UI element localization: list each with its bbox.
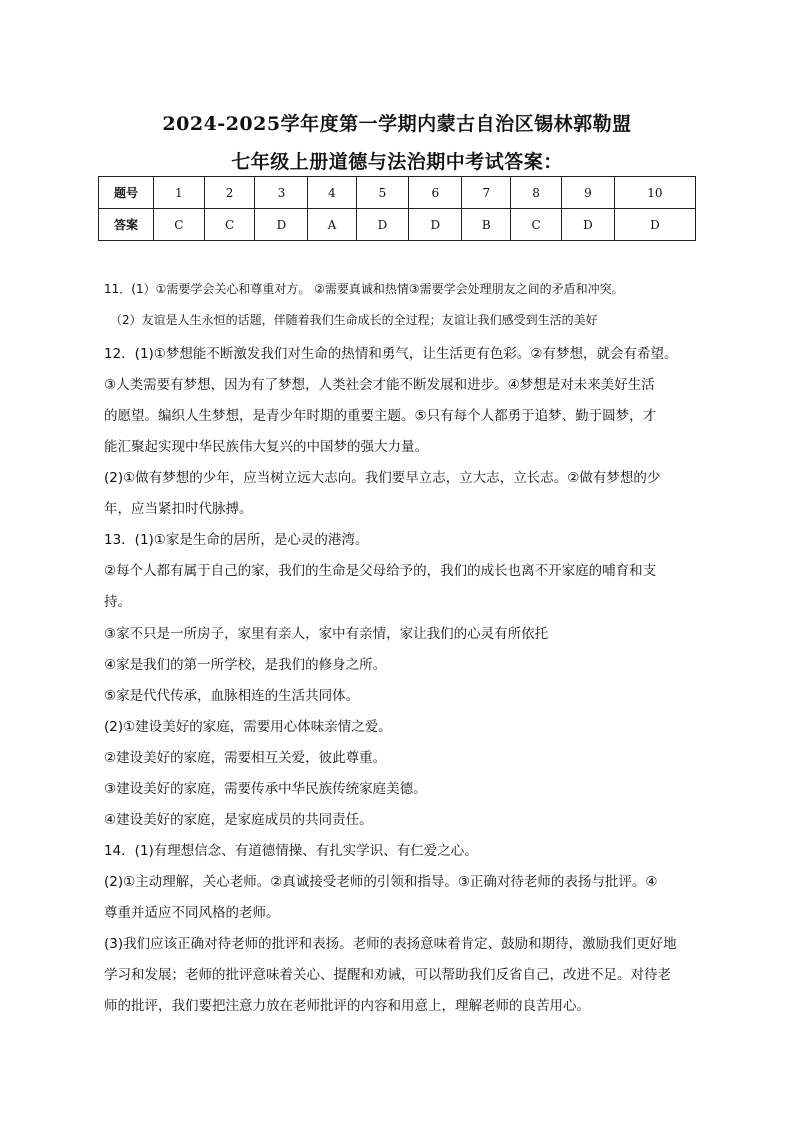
- table-row-answers: [99, 209, 696, 241]
- answer-line: （2）友谊是人生永恒的话题，伴随着我们生命成长的全过程；友谊让我们感受到生活的美好: [110, 313, 598, 327]
- table-cell: 8: [511, 177, 562, 209]
- answer-line: 能汇聚起实现中华民族伟大复兴的中国梦的强大力量。: [104, 439, 428, 455]
- answer-line: ⑤家是代代传承，血脉相连的生活共同体。: [104, 688, 360, 704]
- answer-line: 尊重并适应不同风格的老师。: [104, 905, 280, 921]
- table-cell: D: [356, 209, 409, 241]
- table-header-answer: 答案: [99, 209, 154, 241]
- answer-line: 12．(1)①梦想能不断激发我们对生命的热情和勇气，让生活更有色彩。②有梦想，就会有希望。: [104, 346, 678, 362]
- answer-line: (2)①做有梦想的少年，应当树立远大志向。我们要早立志，立大志，立长志。②做有梦想的少: [104, 470, 661, 486]
- document-title-line1: 2024-2025学年度第一学期内蒙古自治区锡林郭勒盟: [162, 113, 632, 135]
- table-header-question-number: 题号: [99, 177, 154, 209]
- answer-line: 的愿望。编织人生梦想，是青少年时期的重要主题。⑤只有每个人都勇于追梦、勤于圆梦，才: [104, 408, 657, 424]
- table-cell: 5: [356, 177, 409, 209]
- answer-line: ②建设美好的家庭，需要相互关爱，彼此尊重。: [104, 750, 387, 766]
- answer-line: 11．(1）①需要学会关心和尊重对方。 ②需要真诚和热情③需要学会处理朋友之间的矛盾和冲突。: [104, 282, 624, 296]
- table-row-question-numbers: [99, 177, 696, 209]
- answer-line: ③人类需要有梦想，因为有了梦想，人类社会才能不断发展和进步。④梦想是对未来美好生活: [104, 377, 655, 393]
- table-cell: 4: [308, 177, 356, 209]
- table-cell: C: [204, 209, 255, 241]
- table-cell: 3: [255, 177, 308, 209]
- table-cell: 1: [154, 177, 205, 209]
- answer-line: (2)①主动理解，关心老师。②真诚接受老师的引领和指导。③正确对待老师的表扬与批评。④: [104, 874, 658, 890]
- answer-line: 14．(1)有理想信念、有道德情操、有扎实学识、有仁爱之心。: [104, 843, 478, 859]
- answer-table: [98, 176, 696, 241]
- answer-line: ④建设美好的家庭，是家庭成员的共同责任。: [104, 812, 373, 828]
- answer-line: (3)我们应该正确对待老师的批评和表扬。老师的表扬意味着肯定、鼓励和期待，激励我们更好地: [104, 936, 677, 952]
- answer-line: 13．(1)①家是生命的居所，是心灵的港湾。: [104, 532, 369, 548]
- table-cell: D: [561, 209, 614, 241]
- table-cell: C: [154, 209, 205, 241]
- table-cell: D: [614, 209, 695, 241]
- answer-line: ②每个人都有属于自己的家，我们的生命是父母给予的，我们的成长也离不开家庭的哺育和支: [104, 563, 657, 579]
- answer-line: ③建设美好的家庭，需要传承中华民族传统家庭美德。: [104, 781, 427, 797]
- table-cell: A: [308, 209, 356, 241]
- answer-line: 师的批评，我们要把注意力放在老师批评的内容和用意上，理解老师的良苦用心。: [104, 998, 590, 1014]
- table-cell: 10: [614, 177, 695, 209]
- answer-line: 学习和发展；老师的批评意味着关心、提醒和劝诫，可以帮助我们反省自己，改进不足。对待老: [104, 967, 671, 983]
- table-cell: 6: [409, 177, 462, 209]
- table-cell: 9: [561, 177, 614, 209]
- answer-line: ③家不只是一所房子，家里有亲人，家中有亲情，家让我们的心灵有所依托: [104, 626, 549, 642]
- answer-line: (2)①建设美好的家庭，需要用心体味亲情之爱。: [104, 719, 392, 735]
- table-cell: D: [409, 209, 462, 241]
- table-cell: C: [511, 209, 562, 241]
- answer-line: 持。: [104, 594, 131, 610]
- answer-line: 年，应当紧扣时代脉搏。: [104, 501, 253, 517]
- table-cell: D: [255, 209, 308, 241]
- document-title-line2: 七年级上册道德与法治期中考试答案：: [231, 151, 563, 173]
- table-cell: 7: [462, 177, 511, 209]
- answer-line: ④家是我们的第一所学校，是我们的修身之所。: [104, 657, 387, 673]
- table-cell: 2: [204, 177, 255, 209]
- table-cell: B: [462, 209, 511, 241]
